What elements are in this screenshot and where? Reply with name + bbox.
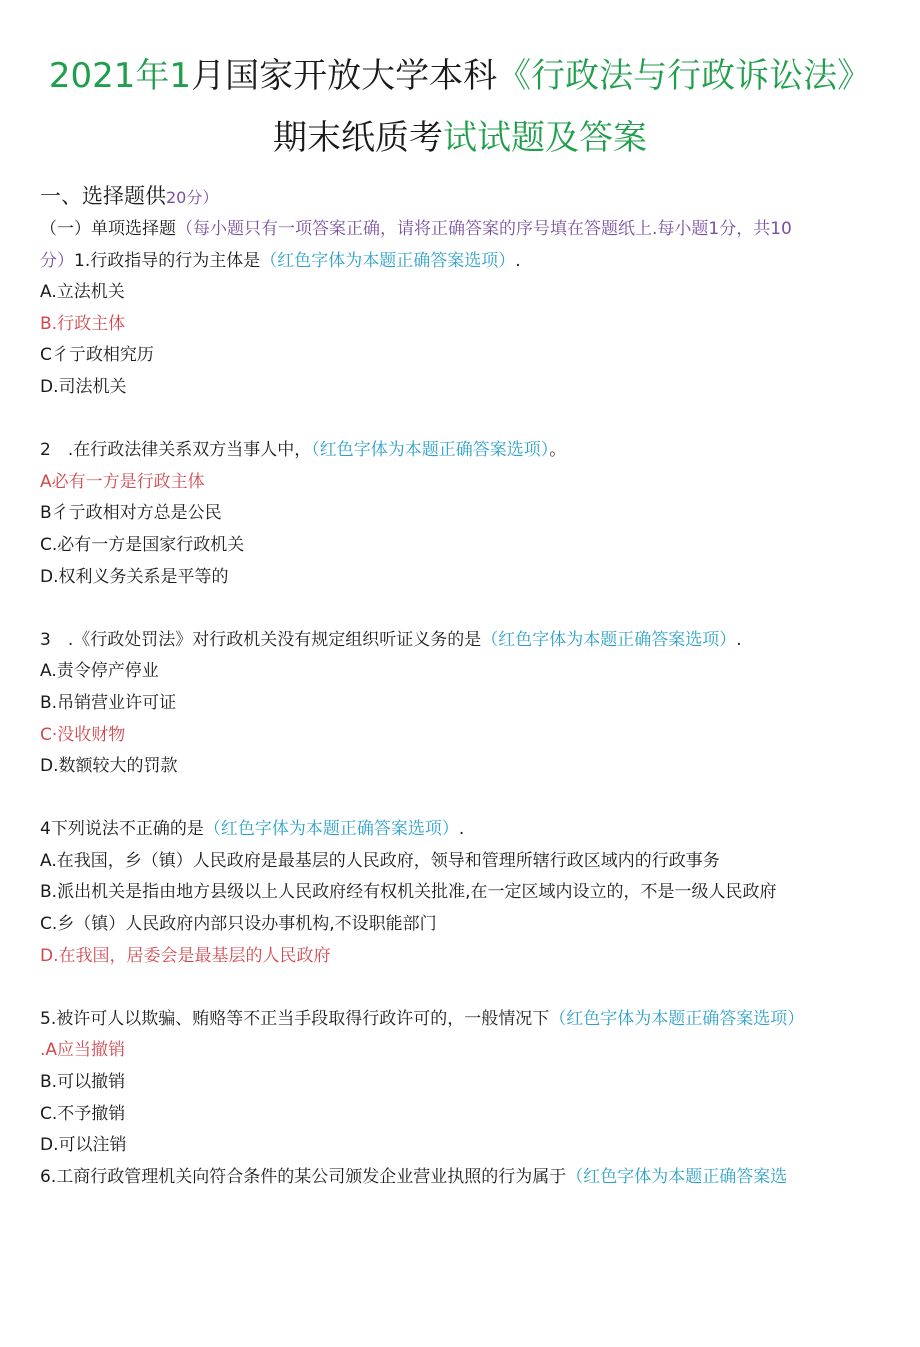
document-title-line-1 (40, 46, 880, 106)
option-item: C.不予撤销 (40, 1103, 126, 1124)
option-item: C.乡（镇）人民政府内部只设办事机构,不设职能部门 (40, 914, 437, 935)
option-item: C彳亍政相究历 (40, 345, 154, 366)
title-middle: 月国家开放大学本科 (191, 56, 498, 96)
document-title-line-2 (40, 108, 880, 168)
option-item: D.权利义务关系是平等的 (40, 566, 229, 587)
question-3-text: 3 .《行政处罚法》对行政机关没有规定组织听证义务的是 (40, 629, 482, 650)
question-3-tail: . (736, 629, 742, 650)
spacer (40, 972, 880, 1004)
intro-instruction-1: （每小题只有一项答案正确，请将正确答案的序号填在答题纸上.每小题1分，共10 (176, 219, 792, 239)
option-item-correct: .A应当撤销 (40, 1040, 126, 1061)
section-heading (40, 180, 880, 214)
option-item: A.在我国，乡（镇）人民政府是最基层的人民政府，领导和管理所辖行政区域内的行政事务 (40, 850, 720, 871)
option-item-correct: A必有一方是行政主体 (40, 471, 205, 492)
question-6-stem (40, 1162, 880, 1194)
spacer (40, 404, 880, 436)
option-item-correct: B.行政主体 (40, 313, 126, 334)
answer-hint: （红色字体为本题正确答案选项） (481, 629, 737, 650)
question-5-text: 5.被许可人以欺骗、贿赂等不正当手段取得行政许可的，一般情况下 (40, 1008, 550, 1029)
section-label: 一、选择题供 (40, 184, 166, 208)
intro-line-1 (40, 214, 880, 246)
option-item: B.派出机关是指由地方县级以上人民政府经有权机关批准,在一定区域内设立的，不是一级人民政府 (40, 882, 777, 903)
section-score: 20分） (166, 188, 219, 207)
question-4-stem (40, 814, 880, 846)
option-item-correct: C·没收财物 (40, 724, 126, 745)
option-item: B.可以撤销 (40, 1072, 126, 1093)
question-2-text: 2 .在行政法律关系双方当事人中， (40, 440, 312, 461)
option-item-correct: D.在我国，居委会是最基层的人民政府 (40, 945, 331, 966)
answer-hint: （红色字体为本题正确答案选项） (549, 1008, 805, 1029)
title-year: 2021年1 (48, 56, 192, 96)
answer-hint-partial: （红色字体为本题正确答案选 (566, 1166, 788, 1187)
question-6-text: 6.工商行政管理机关向符合条件的某公司颁发企业营业执照的行为属于 (40, 1166, 567, 1187)
question-5-stem (40, 1004, 880, 1036)
question-4-tail: . (458, 819, 465, 840)
intro-prefix: （一）单项选择题 (40, 219, 176, 239)
option-item: C.必有一方是国家行政机关 (40, 534, 245, 555)
option-item: B.吊销营业许可证 (40, 692, 177, 713)
option-item: A.立法机关 (40, 282, 125, 303)
option-item: B彳亍政相对方总是公民 (40, 503, 222, 524)
question-4-text: 4下列说法不正确的是 (40, 819, 204, 840)
question-1-text: 1.行政指导的行为主体是 (74, 250, 261, 271)
question-1-tail: . (515, 250, 521, 271)
spacer (40, 783, 880, 815)
answer-hint: （红色字体为本题正确答案选项） (311, 440, 550, 461)
title-answers: 试试题及答案 (443, 118, 647, 158)
question-3-stem (40, 625, 880, 657)
question-2-stem (40, 435, 880, 467)
spacer (40, 593, 880, 625)
answer-hint: （红色字体为本题正确答案选项） (260, 250, 516, 271)
option-item: D.可以注销 (40, 1135, 127, 1156)
question-1-stem (40, 246, 880, 278)
option-item: D.数额较大的罚款 (40, 756, 178, 777)
option-item: A.责令停产停业 (40, 661, 159, 682)
document-page (0, 46, 920, 1347)
option-item: D.司法机关 (40, 376, 127, 397)
title-course: 《行政法与行政诉讼法》 (497, 56, 872, 96)
answer-hint: （红色字体为本题正确答案选项） (203, 819, 459, 840)
question-2-tail: 。 (549, 440, 567, 461)
intro-instruction-2: 分） (40, 250, 74, 271)
title-exam: 期末纸质考 (273, 118, 443, 158)
